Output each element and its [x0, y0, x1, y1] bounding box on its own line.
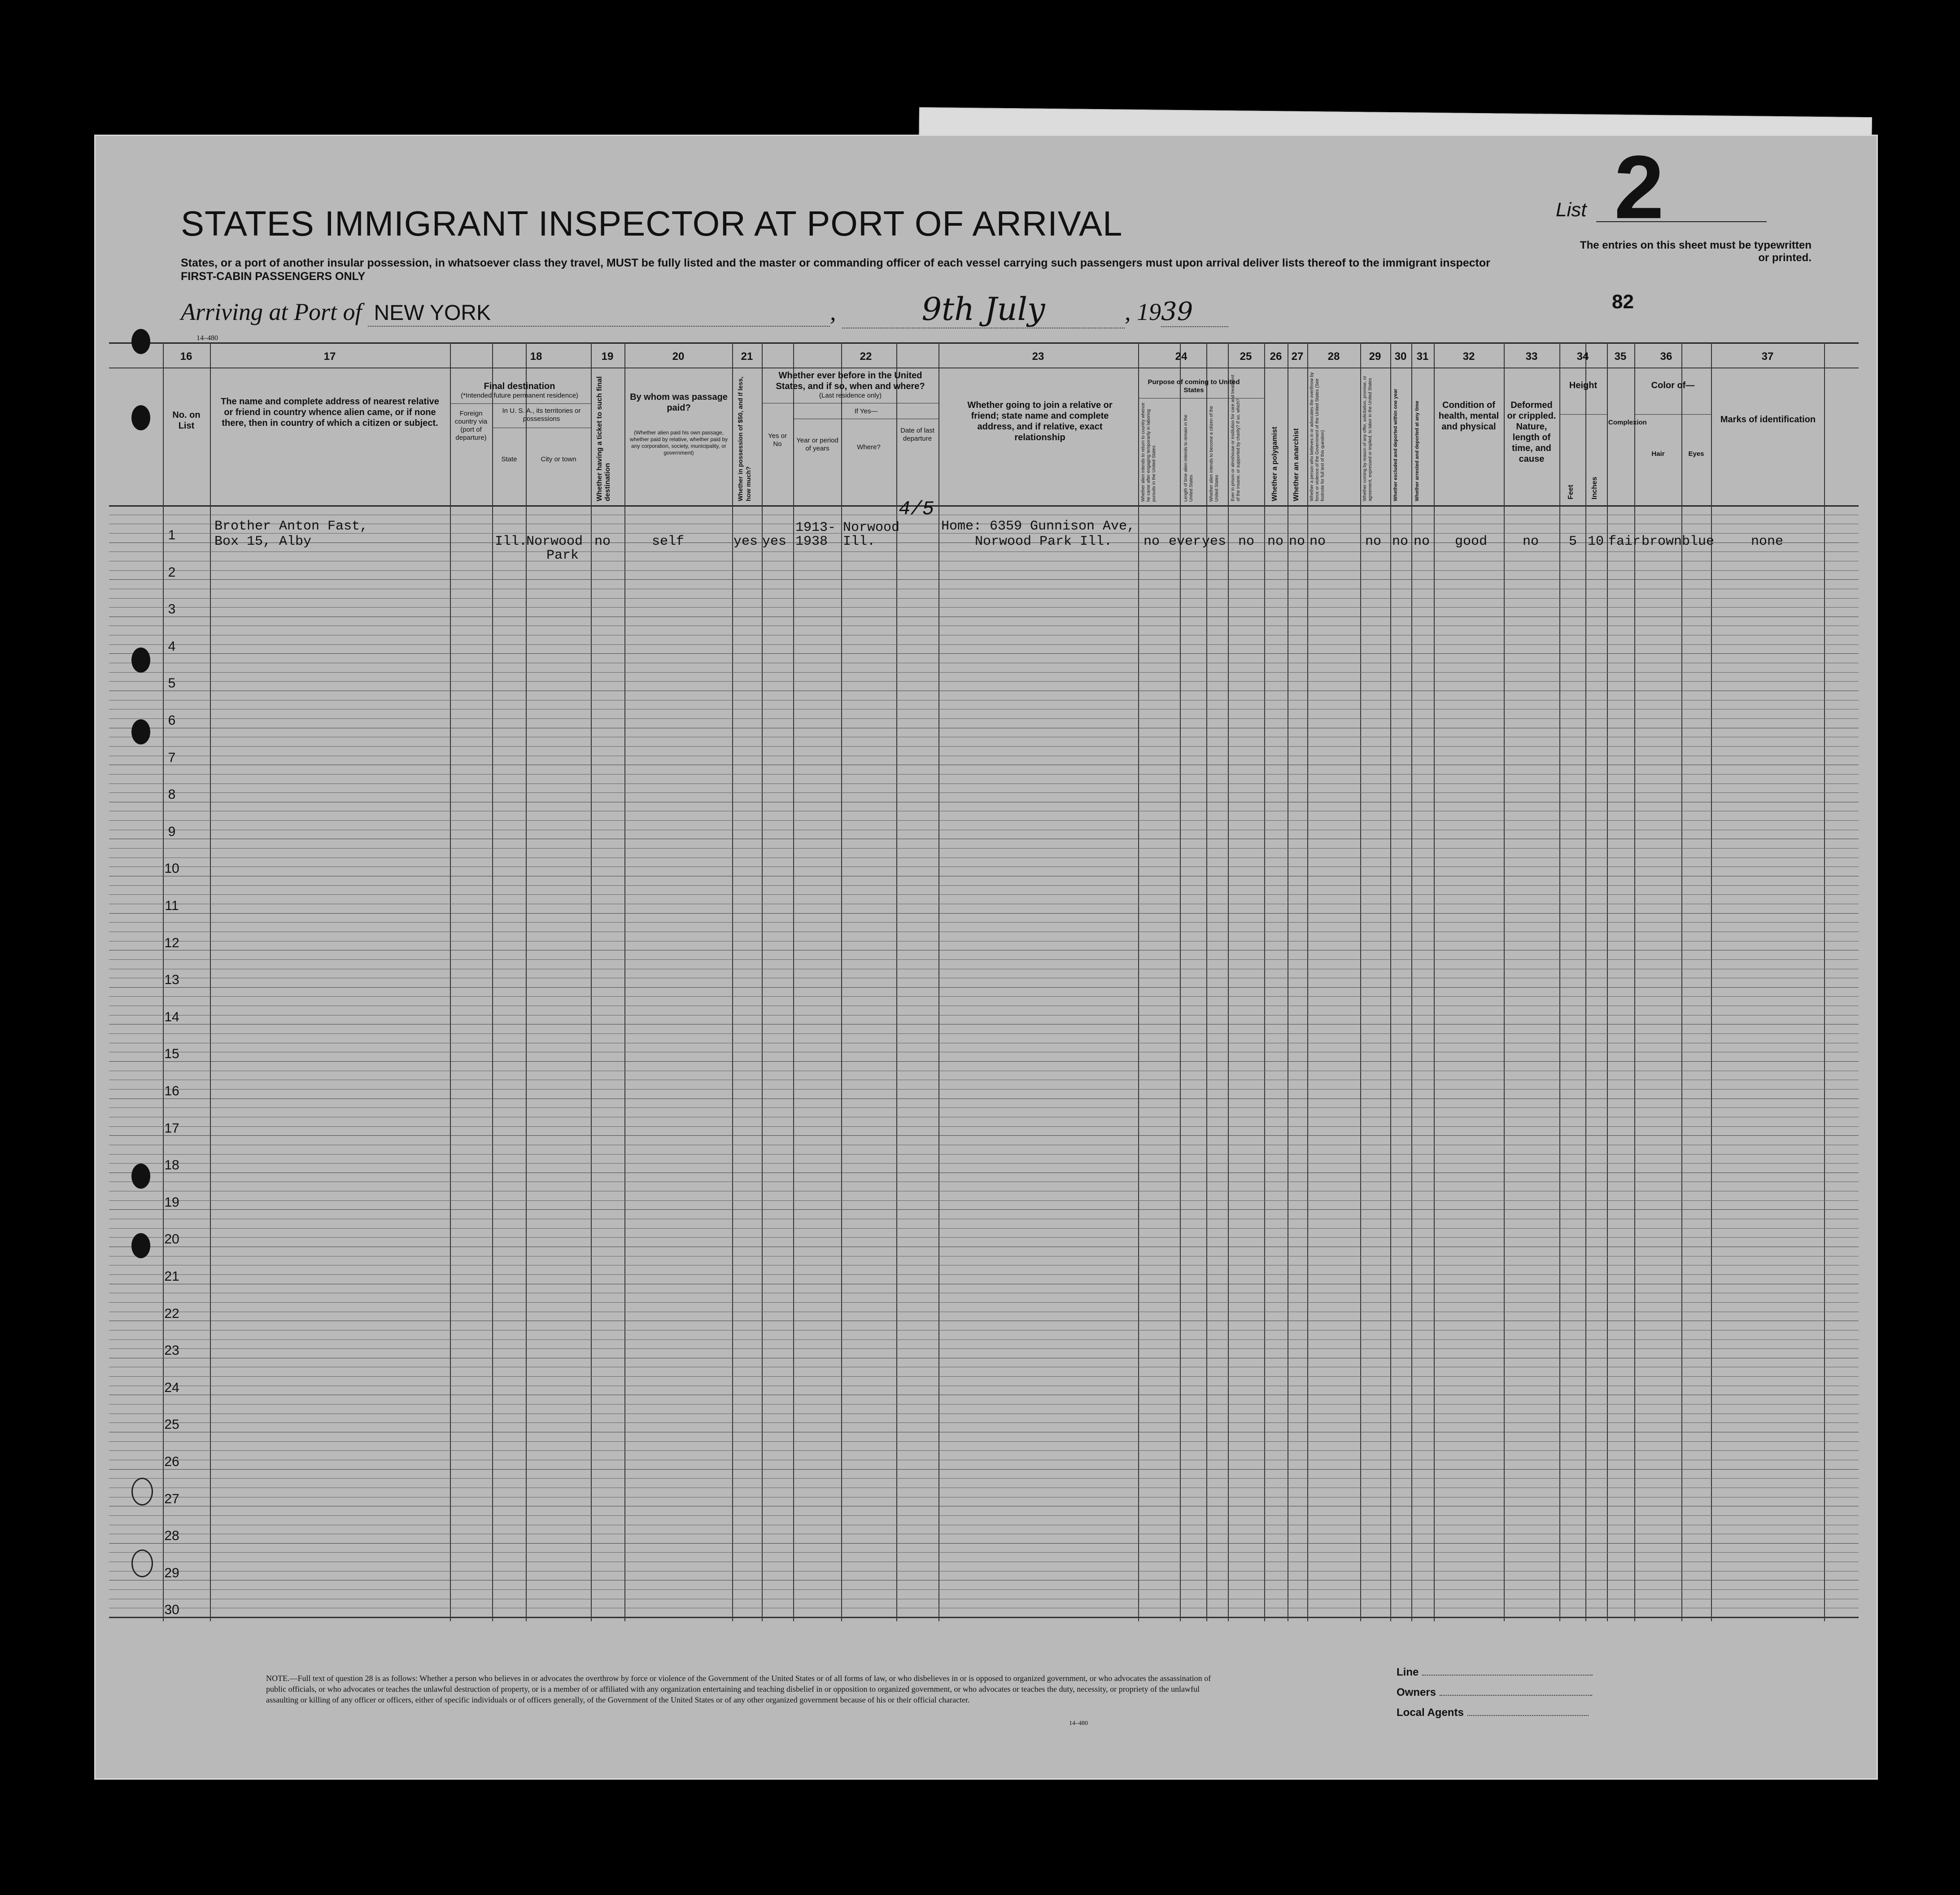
row-rule [109, 1552, 1859, 1553]
owners-label: Owners [1397, 1686, 1436, 1698]
purpose-length-value: ever [1169, 534, 1201, 549]
complexion-value: fair [1608, 534, 1641, 549]
line-blank [1422, 1675, 1593, 1676]
row-rule [109, 1200, 1859, 1201]
row-rule [109, 1376, 1859, 1377]
row-number: 14 [164, 1009, 179, 1024]
col-rule [1307, 342, 1308, 1621]
header-subrule [1559, 414, 1607, 415]
col-rule [1559, 342, 1560, 1621]
destination-city-2: Park [546, 548, 579, 563]
excluded-value: no [1392, 534, 1409, 549]
row-rule [109, 1098, 1859, 1099]
column-number: 25 [1240, 350, 1252, 363]
row-number: 17 [164, 1120, 179, 1136]
marks-value: none [1751, 534, 1784, 549]
header-ever-before: Whether ever before in the United States, and if so, when and where? [776, 371, 925, 391]
column-number: 27 [1291, 350, 1304, 363]
row-rule [109, 653, 1859, 654]
row-rule [109, 885, 1859, 886]
row-rule [109, 959, 1859, 960]
header-state: State [501, 455, 517, 463]
header-height: Height [1569, 381, 1598, 390]
binder-hole [131, 1549, 153, 1577]
row-rule [109, 922, 1859, 923]
table-top-rule [109, 342, 1859, 344]
row-rule [109, 913, 1859, 914]
port-field [368, 298, 830, 327]
col-rule [1607, 342, 1608, 1621]
where-line-2: Ill. [843, 534, 876, 549]
col-rule [793, 342, 794, 1621]
page-number: 82 [1612, 291, 1634, 313]
header-purpose-return: Whether alien intends to return to country whence he came after engaging temporarily in laboring pursuits in the United States [1141, 403, 1157, 502]
column-number: 19 [601, 350, 614, 363]
binder-hole [131, 1478, 153, 1505]
column-number: 37 [1761, 350, 1774, 363]
header-feet: Feet [1567, 485, 1575, 499]
column-number: 28 [1327, 350, 1340, 363]
header-overthrow: Whether a person who believes in or advocates the overthrow by force or violence of the Government of the United States (See footnote for full text of this question) [1310, 372, 1325, 501]
list-note: The entries on this sheet must be typewritten or printed. [1580, 239, 1812, 264]
form-instructions [181, 256, 1571, 283]
row-rule [109, 783, 1859, 784]
row-rule [109, 1348, 1859, 1349]
row-rule [109, 579, 1859, 580]
header-list-number: No. on List [172, 410, 201, 431]
ticket-value: no [594, 534, 611, 549]
col-rule [1138, 342, 1139, 1621]
row-rule [109, 718, 1859, 719]
relative-line-1: Brother Anton Fast, [214, 519, 368, 534]
relative-line-2: Box 15, Alby [214, 534, 312, 549]
binder-hole [131, 405, 150, 430]
header-eyes: Eyes [1688, 450, 1704, 458]
row-number: 9 [168, 824, 176, 839]
form-code: 14–480 [196, 334, 218, 342]
row-number: 29 [164, 1565, 179, 1580]
manifest-table [109, 342, 1859, 1621]
header-ever-before-note: (Last residence only) [819, 392, 882, 399]
row-rule [109, 1515, 1859, 1516]
row-number: 6 [168, 713, 176, 728]
row-number: 28 [164, 1528, 179, 1544]
row-rule [109, 1237, 1859, 1238]
row-rule [109, 820, 1859, 821]
row-rule [109, 1450, 1859, 1451]
footnote-question-28: NOTE.—Full text of question 28 is as follows: Whether a person who believes in or advocates the overthrow by force or violence of the Government of the United States or of all forms of law, or who disbelieves in or is opposed to organized government, or who advocates the assassination of public officials, or who advocates or teaches the unlawful destruction of property, or is a member of or affiliated with any organization entertaining and teaching disbelief in or opposition to organized government, or who advocates or teaches the duty, necessity, or propriety of the unlawful assaulting or killing of any officer or officers, either of specific individuals or of officers generally, of the Government of the United States or of any other organized government because of his or their official character. [266, 1674, 1211, 1704]
header-polygamist: Whether a polygamist [1271, 426, 1279, 501]
row-number: 16 [164, 1084, 179, 1098]
row-rule [109, 1422, 1859, 1423]
height-feet-value: 5 [1569, 534, 1577, 549]
agents-label: Local Agents [1397, 1707, 1464, 1719]
port-value: NEW YORK [374, 301, 491, 325]
header-foreign-country: Foreign country via (port of departure) [454, 410, 488, 442]
header-final-destination-note: (*Intended future permanent residence) [461, 392, 578, 399]
col-rule [841, 342, 842, 1621]
header-purpose-length: Length of time alien intends to remain in the United States [1183, 414, 1194, 502]
arrival-line: Arriving at Port of NEW YORK , 9th July , 1939 [181, 291, 1228, 328]
col-rule [591, 342, 592, 1621]
header-hair: Hair [1651, 450, 1665, 458]
years-line-1: 1913- [795, 520, 836, 535]
row-rule [109, 1228, 1859, 1229]
column-number: 26 [1270, 350, 1282, 363]
manifest-sheet [94, 135, 1878, 1780]
join-line-1: Home: 6359 Gunnison Ave, [941, 519, 1135, 534]
page-title: STATES IMMIGRANT INSPECTOR AT PORT OF ARRIVAL [181, 204, 1123, 243]
col-rule [732, 342, 733, 1621]
row-rule [109, 1135, 1859, 1136]
column-number: 17 [323, 350, 336, 363]
row-rule [109, 644, 1859, 645]
row-rule [109, 1126, 1859, 1127]
row-rule [109, 1061, 1859, 1062]
row-rule [109, 1589, 1859, 1590]
row-rule [109, 672, 1859, 673]
column-number: 34 [1576, 350, 1589, 363]
header-relative: The name and complete address of nearest relative or friend in country whence alien came, or if none there, then in country of which a citizen or subject. [221, 397, 439, 428]
row-rule [109, 746, 1859, 747]
header-last-departure: Date of last departure [900, 427, 934, 442]
header-passage-paid-note: (Whether alien paid his own passage, whether paid by relative, whether paid by any corporation, society, municipality, or government) [629, 429, 728, 456]
column-number: 31 [1416, 350, 1429, 363]
row-number: 11 [165, 898, 179, 913]
list-underline [1596, 221, 1767, 222]
owners-blank [1440, 1695, 1592, 1696]
header-ticket: Whether having a ticket to such final destination [596, 376, 611, 501]
header-health: Condition of health, mental and physical [1438, 400, 1499, 432]
header-city: City or town [541, 455, 576, 463]
column-number: 24 [1175, 350, 1187, 363]
header-arrested: Whether arrested and deported at any time [1414, 401, 1420, 501]
header-anarchist: Whether an anarchist [1292, 428, 1300, 501]
row-number: 25 [164, 1417, 179, 1432]
row-number: 1 [168, 528, 176, 543]
where-line-1: Norwood [843, 520, 900, 535]
row-number: 13 [164, 972, 179, 988]
row-number: 3 [168, 602, 176, 617]
col-rule [1360, 342, 1361, 1621]
list-number: 2 [1614, 137, 1664, 237]
before-value: yes [762, 534, 787, 549]
row-number: 7 [168, 750, 176, 765]
col-rule [450, 342, 451, 1621]
row-number: 30 [164, 1602, 179, 1618]
deformed-value: no [1523, 534, 1539, 549]
header-subrule [450, 403, 591, 404]
row-rule [109, 1154, 1859, 1155]
paid-by-value: self [652, 534, 685, 549]
years-line-2: 1938 [795, 534, 828, 549]
owners-field [1397, 1686, 1592, 1699]
line-label: Line [1397, 1666, 1419, 1678]
binder-hole [131, 648, 150, 673]
row-number: 20 [164, 1232, 179, 1247]
row-rule [109, 1163, 1859, 1164]
header-deformed: Deformed or crippled. Nature, length of time, and cause [1507, 400, 1556, 464]
height-inches-value: 10 [1588, 534, 1604, 549]
header-if-yes: If Yes— [854, 407, 878, 415]
column-number: 33 [1525, 350, 1538, 363]
header-marks: Marks of identification [1720, 415, 1816, 425]
row-number: 22 [164, 1306, 179, 1321]
overthrow-value: no [1310, 534, 1326, 549]
list-label: List [1556, 199, 1587, 221]
labor-offer-value: no [1365, 534, 1382, 549]
col-rule [1824, 342, 1825, 1621]
header-purpose-citizen: Whether alien intends to become a citizen of the United States [1209, 406, 1219, 502]
header-complexion: Complexion [1608, 419, 1647, 426]
binder-hole [131, 1233, 150, 1258]
footer-form-code: 14–480 [1069, 1720, 1088, 1727]
binder-hole [131, 719, 150, 744]
agents-blank [1467, 1715, 1589, 1716]
arrival-date: 9th July [921, 291, 1045, 328]
instructions-text: States, or a port of another insular possession, in whatsoever class they travel, MUST be fully listed and the master or commanding officer of each vessel carrying such passengers must upon arrival deliver lists thereof to the immigrant inspector [181, 257, 1490, 269]
col-rule [1228, 342, 1229, 1621]
header-final-destination: Final destination [484, 381, 555, 391]
row-rule [109, 1441, 1859, 1442]
row-rule [109, 1089, 1859, 1090]
row-rule [109, 996, 1859, 997]
agents-field [1397, 1707, 1589, 1719]
hair-value: brown [1641, 534, 1682, 549]
row-rule [109, 1302, 1859, 1303]
header-bottom-rule [109, 505, 1859, 507]
header-passage-paid: By whom was passage paid? [630, 392, 728, 413]
row-rule [109, 894, 1859, 895]
destination-city-1: Norwood [526, 534, 583, 549]
row-rule [109, 1107, 1859, 1108]
join-line-2: Norwood Park Ill. [975, 534, 1113, 549]
row-rule [109, 1404, 1859, 1405]
col-rule [1390, 342, 1391, 1621]
header-color: Color of— [1651, 381, 1695, 390]
date-field [842, 291, 1125, 328]
destination-state: Ill. [495, 534, 528, 549]
row-rule [109, 792, 1859, 793]
column-number: 20 [672, 350, 685, 363]
prison-value: no [1238, 534, 1255, 549]
polygamist-value: no [1267, 534, 1284, 549]
row-number: 10 [164, 861, 179, 876]
passenger-class: FIRST-CABIN PASSENGERS ONLY [181, 270, 366, 283]
purpose-return-value: no [1144, 534, 1160, 549]
header-purpose: Purpose of coming to United States [1148, 378, 1240, 394]
purpose-citizen-value: yes [1202, 534, 1227, 549]
row-rule [109, 598, 1859, 599]
header-fifty-dollars: Whether in possession of $50, and if less, how much? [737, 376, 752, 501]
column-number: 16 [180, 350, 192, 363]
row-rule [109, 1617, 1859, 1618]
col-rule [1504, 342, 1505, 1621]
row-rule [109, 1478, 1859, 1479]
row-number: 27 [164, 1491, 179, 1506]
row-rule [109, 1209, 1859, 1210]
column-number: 30 [1394, 350, 1407, 363]
column-number: 36 [1660, 350, 1672, 363]
row-rule [109, 570, 1859, 571]
row-rule [109, 774, 1859, 775]
health-value: good [1455, 534, 1488, 549]
col-rule [1585, 342, 1586, 1621]
row-rule [109, 848, 1859, 849]
col-rule [1434, 342, 1435, 1621]
year-field [1161, 297, 1228, 327]
column-number: 32 [1462, 350, 1475, 363]
row-rule [109, 1469, 1859, 1470]
arriving-label: Arriving at Port of [181, 298, 362, 325]
column-number: 22 [860, 350, 872, 363]
row-number: 12 [164, 935, 179, 950]
eyes-value: blue [1682, 534, 1715, 549]
year-suffix: 39 [1161, 297, 1193, 326]
row-number: 19 [164, 1195, 179, 1210]
col-rule [492, 342, 493, 1621]
header-yes-no: Yes or No [768, 432, 787, 448]
row-rule [109, 1274, 1859, 1275]
header-inches: Inches [1591, 477, 1598, 499]
header-usa: In U. S. A., its territories or possessions [502, 407, 581, 423]
row-number: 2 [168, 565, 176, 580]
row-number: 18 [164, 1158, 179, 1173]
col-rule [1411, 342, 1412, 1621]
binder-hole [131, 329, 150, 354]
row-number: 26 [164, 1454, 179, 1469]
row-rule [109, 551, 1859, 552]
binder-hole [131, 1164, 150, 1189]
header-labor-offer: Whether coming by reason of any offer, solicitation, promise, or agreement, expressed or implied, to labor in the United States [1362, 376, 1373, 501]
header-year: Year or period of years [796, 437, 838, 452]
row-rule [109, 987, 1859, 988]
column-number: 21 [741, 350, 753, 363]
row-rule [109, 607, 1859, 608]
header-where: Where? [857, 443, 881, 451]
anarchist-value: no [1289, 534, 1305, 549]
row-number: 23 [164, 1343, 179, 1358]
row-number: 24 [164, 1380, 179, 1395]
row-rule [109, 681, 1859, 682]
column-number: 35 [1614, 350, 1627, 363]
column-number: 29 [1369, 350, 1381, 363]
line-field [1397, 1666, 1593, 1679]
row-rule [109, 1339, 1859, 1340]
row-number: 5 [168, 676, 176, 691]
column-number: 23 [1032, 350, 1044, 363]
row-rule [109, 1033, 1859, 1034]
column-number: 18 [530, 350, 542, 363]
row-number: 4 [168, 639, 176, 654]
header-prison: Ever in prison or almshouse or institution for care and treatment of the insane, or supported by charity? If so, which? [1231, 375, 1241, 501]
row-number: 15 [164, 1046, 179, 1062]
row-number: 21 [164, 1269, 179, 1284]
list-number-box [1556, 137, 1812, 306]
fifty-value: yes [733, 534, 758, 549]
header-subrule [1634, 414, 1711, 415]
row-rule [109, 1543, 1859, 1544]
last-departure-handwritten: 4/5 [899, 498, 934, 521]
header-join-relative: Whether going to join a relative or friend; state name and complete address, and if relative, exact relationship [967, 400, 1113, 442]
header-excluded: Whether excluded and deported within one year [1393, 389, 1398, 501]
arrested-value: no [1414, 534, 1430, 549]
col-rule [210, 342, 211, 1621]
col-rule [1264, 342, 1265, 1621]
col-rule [624, 342, 625, 1621]
year-prefix: 19 [1137, 298, 1161, 325]
row-number: 8 [168, 787, 176, 802]
